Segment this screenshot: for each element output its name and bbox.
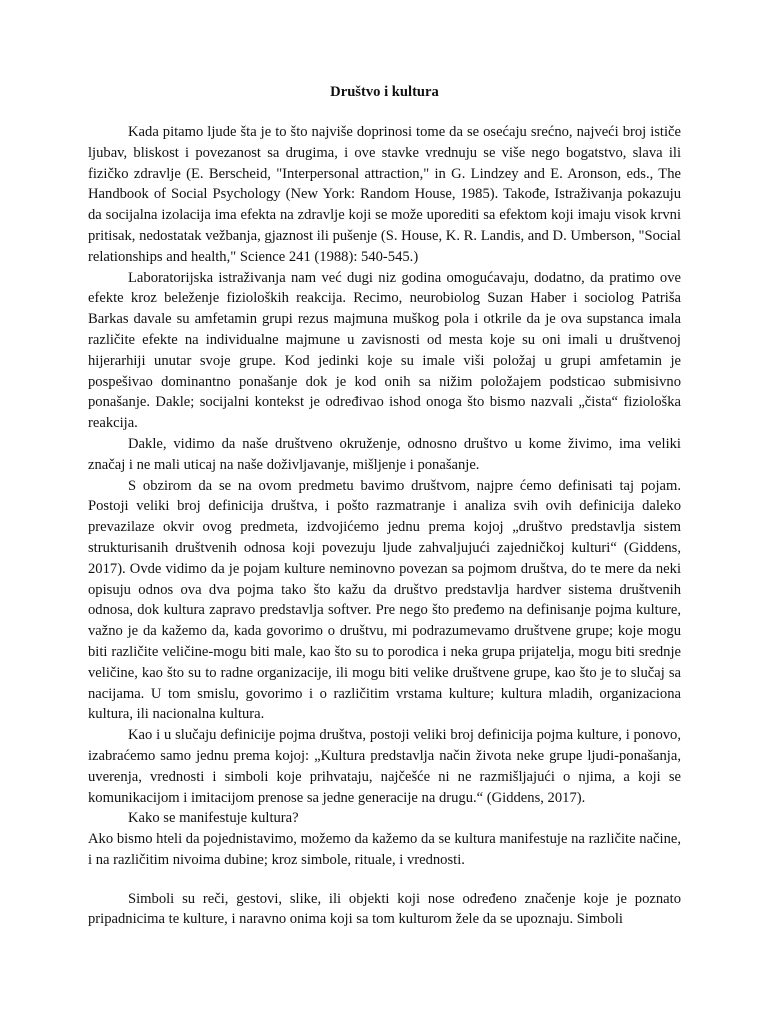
paragraph-laboratory-research: Laboratorijska istraživanja nam već dugi niz godina omogućavaju, dodatno, da pratimo ove efekte kroz beleženje fizioloških reakcija. Recimo, neurobiolog Suzan Haber i sociolog Patriša Barkas davale su amfetamin grupi rezus majmuna muškog pola i otkrile da je ova supstanca imala različite efekte na individualne majmune u zavisnosti od mesta koje su oni imali u društvenoj hijerarhiji unutar svoje grupe. Kod jedinki koje su imale viši položaj u grupi amfetamin je pospešivao dominantno ponašanje dok je kod onih sa nižim položajem podsticao submisivno ponašanje. Dakle; socijalni kontekst je određivao ishod onoga što bismo nazvali „čista“ fiziološka reakcija. [88, 269, 681, 432]
document-body [88, 122, 681, 930]
paragraph-symbols: Simboli su reči, gestovi, slike, ili objekti koji nose određeno značenje koje je poznato pripadnicima te kulture, i naravno onima koji sa tom kulturom žele da se upoznaju. Simboli [88, 890, 681, 928]
paragraph-culture-question: Kako se manifestuje kultura? [128, 810, 299, 827]
paragraph-intro: Kada pitamo ljude šta je to što najviše doprinosi tome da se osećaju srećno, najveći broj ističe ljubav, bliskost i povezanost sa drugima, i ove stavke vrednuju se više nego bogatstvo, slava ili fizičko zdravlje (E. Berscheid, "Interpersonal attraction," in G. Lindzey and E. Aronson, eds., The Handbook of Social Psychology (New York: Random House, 1985). Takođe, Istraživanja pokazuju da socijalna izolacija ima efekta na zdravlje koji se može uporediti sa efektom koji imaju visok krvni pritisak, nedostatak vežbanja, gjaznost ili pušenje (S. House, K. R. Landis, and D. Umberson, "Social relationships and health," Science 241 (1988): 540-545.) [88, 124, 681, 265]
paragraph-society-definition: S obzirom da se na ovom predmetu bavimo društvom, najpre ćemo definisati taj pojam. Postoji veliki broj definicija društva, i pošto razmatranje i analiza svih ovih definicija daleko prevazilaze okvir ovog predmeta, izdvojićemo jednu prema kojoj „društvo predstavlja sistem strukturisanih društvenih odnosa koji povezuju ljude zahvaljujući zajedničkoj kulturi“ (Giddens, 2017). Ovde vidimo da je pojam kulture neminovno povezan sa pojmom društva, do te mere da neki opisuju odnos ova dva pojma tako što kažu da društvo predstavlja hardver sistema društvenih odnosa, dok kultura zapravo predstavlja softver. Pre nego što pređemo na definisanje pojma kulture, važno je da kažemo da, kada govorimo o društvu, mi podrazumevamo društvene grupe; koje mogu biti različite veličine-mogu biti male, kao što su to porodica i neka grupa prijatelja, mogu biti srednje veličine, kao što su to radne organizacije, ili mogu biti velike društvene grupe, kao što je to slučaj sa nacijama. U tom smislu, govorimo i o različitim vrstama kulture; kultura mladih, organizaciona kultura, ili nacionalna kultura. [88, 477, 681, 723]
paragraph-social-environment: Dakle, vidimo da naše društveno okruženje, odnosno društvo u kome živimo, ima veliki značaj i ne mali uticaj na naše doživljavanje, mišljenje i ponašanje. [88, 435, 681, 473]
document-title: Društvo i kultura [330, 84, 439, 100]
paragraph-culture-definition: Kao i u slučaju definicije pojma društva, postoji veliki broj definicija pojma kulture, i ponovo, izabraćemo samo jednu prema kojoj: „Kultura predstavlja način života neke grupe ljudi-ponašanja, uverenja, vrednosti i simboli koje prihvataju, najčešće ni ne razmišljajući o njima, a koji se komunikacijom i imitacijom prenose sa jedne generacije na drugu.“ (Giddens, 2017). [88, 727, 681, 806]
paragraph-culture-manifestation: Ako bismo hteli da pojednistavimo, možemo da kažemo da se kultura manifestuje na različite načine, i na različitim nivoima dubine; kroz simbole, rituale, i vrednosti. [88, 831, 681, 868]
